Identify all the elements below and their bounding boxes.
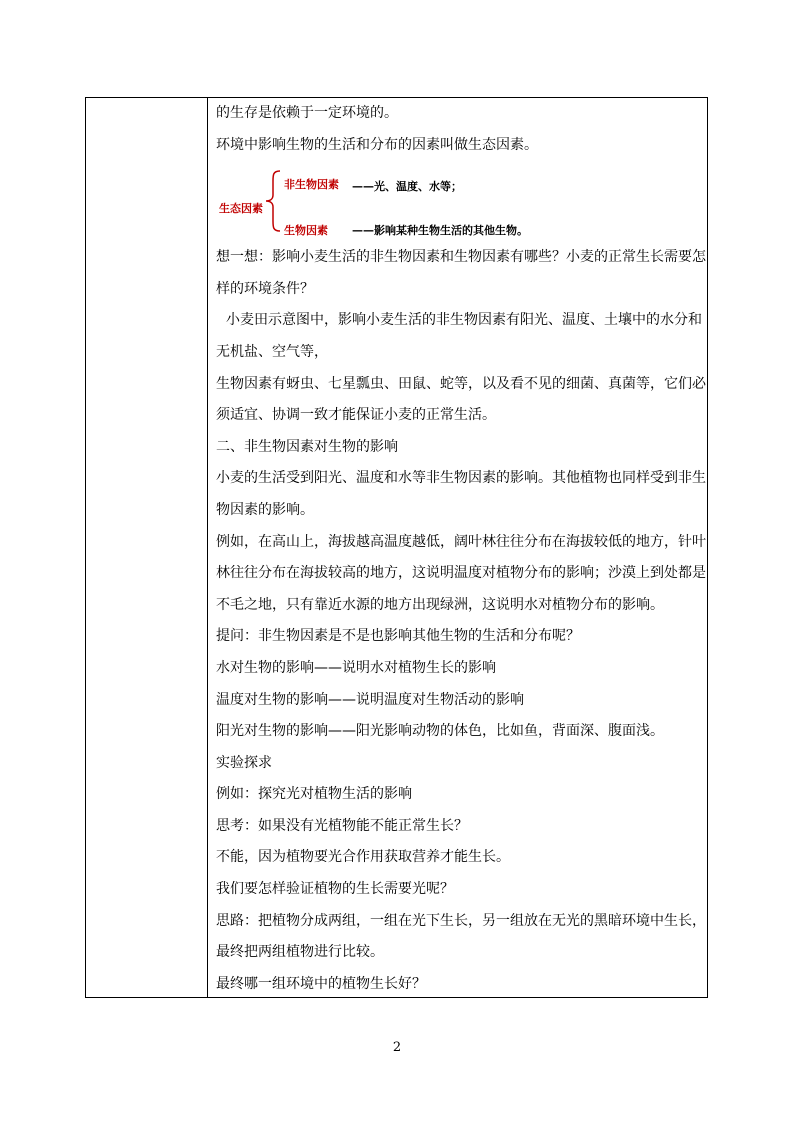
text-line: 最终哪一组环境中的植物生长好？ [216,975,426,992]
text-line: 不能，因为植物要光合作用获取营养才能生长。 [216,849,510,866]
section-heading: 二、非生物因素对生物的影响 [216,438,398,455]
page-number: 2 [392,1040,402,1055]
text-line: 思考：如果没有光植物能不能正常生长？ [216,817,468,834]
lesson-table [85,97,708,998]
text-line: 不毛之地，只有靠近水源的地方出现绿洲，这说明水对植物分布的影响。 [216,596,664,613]
diagram-branch-biotic-desc: ——影响某种生物生活的其他生物。 [352,224,528,238]
text-line: 须适宜、协调一致才能保证小麦的正常生活。 [216,407,496,424]
text-line: 小麦田示意图中，影响小麦生活的非生物因素有阳光、温度、土壤中的水分和 [226,312,702,329]
text-line: 样的环境条件？ [216,280,314,297]
diagram-branch-abiotic: 非生物因素 [284,178,339,192]
diagram-branch-abiotic-desc: ——光、温度、水等； [352,180,462,194]
text-line: 最终把两组植物进行比较。 [216,944,384,961]
lesson-content [216,98,706,1000]
text-line: 例如：探究光对植物生活的影响 [216,786,412,803]
text-line: 想一想：影响小麦生活的非生物因素和生物因素有哪些？小麦的正常生长需要怎 [216,249,706,266]
text-line: 阳光对生物的影响——阳光影响动物的体色，比如鱼，背面深、腹面浅。 [216,723,664,740]
text-line: 例如，在高山上，海拔越高温度越低，阔叶林往往分布在海拔较低的地方，针叶 [216,533,706,550]
text-line: 林往往分布在海拔较高的地方，这说明温度对植物分布的影响；沙漠上到处都是 [216,565,706,582]
text-line: 温度对生物的影响——说明温度对生物活动的影响 [216,691,524,708]
text-line: 环境中影响生物的生活和分布的因素叫做生态因素。 [216,136,538,153]
text-line: 的生存是依赖于一定环境的。 [216,105,398,121]
diagram-root-label: 生态因素 [219,202,263,216]
curly-brace-icon [264,169,282,233]
text-line: 物因素的影响。 [216,501,314,518]
text-line: 我们要怎样验证植物的生长需要光呢？ [216,881,454,898]
text-line: 生物因素有蚜虫、七星瓢虫、田鼠、蛇等，以及看不见的细菌、真菌等，它们必 [216,375,706,392]
ecological-factors-diagram [216,165,699,242]
column-divider [207,98,208,997]
text-line: 小麦的生活受到阳光、温度和水等非生物因素的影响。其他植物也同样受到非生 [216,470,706,487]
text-line: 思路：把植物分成两组，一组在光下生长，另一组放在无光的黑暗环境中生长， [216,912,706,929]
text-line: 实验探求 [216,754,272,771]
text-line: 提问：非生物因素是不是也影响其他生物的生活和分布呢？ [216,628,580,645]
text-line: 无机盐、空气等， [216,343,328,360]
text-line: 水对生物的影响——说明水对植物生长的影响 [216,659,496,676]
diagram-branch-biotic: 生物因素 [284,224,328,238]
